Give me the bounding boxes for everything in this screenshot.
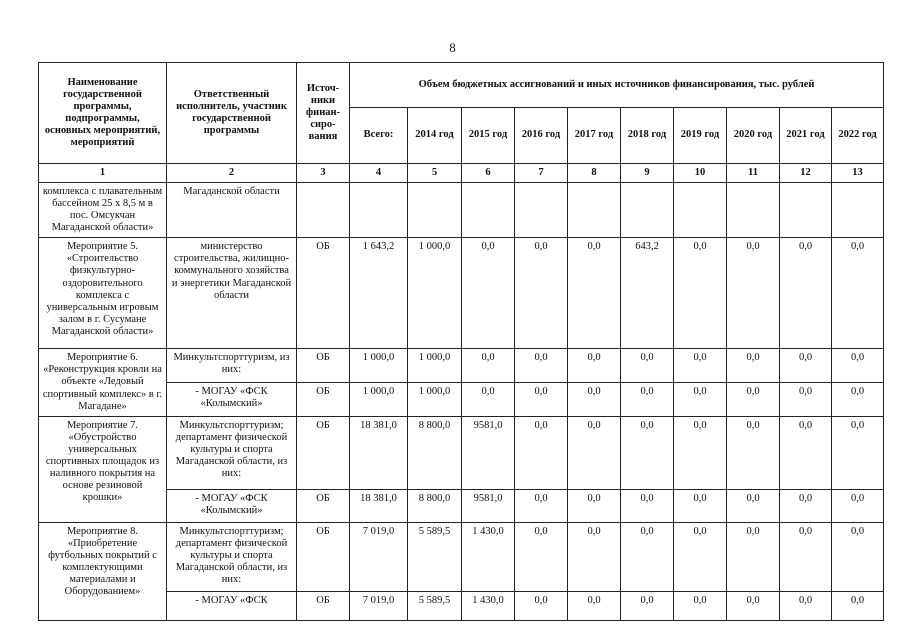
total-cell: 1 643,2 [350,238,408,349]
year-value-cell: 0,0 [780,238,832,349]
year-value-cell: 1 000,0 [408,382,462,416]
budget-table [38,62,884,621]
year-value-cell: 0,0 [515,238,568,349]
year-value-cell: 0,0 [727,238,780,349]
header-year: 2017 год [568,108,621,164]
year-value-cell: 0,0 [832,238,884,349]
year-value-cell: 0,0 [727,522,780,591]
year-value-cell: 0,0 [674,522,727,591]
total-cell: 1 000,0 [350,382,408,416]
page-number: 8 [449,40,456,55]
year-value-cell: 0,0 [780,522,832,591]
column-number: 5 [408,164,462,183]
year-value-cell: 0,0 [674,416,727,489]
measure-name: комплекса с плавательным бассейном 25 х 8,5 м в пос. Омсукчан Магаданской области» [39,183,167,238]
total-cell: 18 381,0 [350,416,408,489]
year-value-cell [780,183,832,238]
year-value-cell: 0,0 [515,591,568,620]
header-year: 2019 год [674,108,727,164]
source-cell: ОБ [297,238,350,349]
executor-cell: - МОГАУ «ФСК [167,591,297,620]
header-year: 2015 год [462,108,515,164]
header-source: Источ-ники финан-сиро-вания [297,63,350,164]
source-cell: ОБ [297,591,350,620]
column-number: 12 [780,164,832,183]
year-value-cell: 0,0 [621,522,674,591]
year-value-cell: 0,0 [568,591,621,620]
year-value-cell: 8 800,0 [408,416,462,489]
total-cell: 1 000,0 [350,349,408,383]
source-cell: ОБ [297,349,350,383]
year-value-cell: 0,0 [832,489,884,522]
year-value-cell [515,183,568,238]
column-number: 8 [568,164,621,183]
year-value-cell: 5 589,5 [408,591,462,620]
year-value-cell: 0,0 [568,522,621,591]
column-number: 10 [674,164,727,183]
column-number: 13 [832,164,884,183]
year-value-cell: 0,0 [515,522,568,591]
column-number: 3 [297,164,350,183]
executor-cell: - МОГАУ «ФСК «Колымский» [167,489,297,522]
year-value-cell: 0,0 [621,382,674,416]
year-value-cell: 0,0 [621,416,674,489]
year-value-cell: 0,0 [674,349,727,383]
year-value-cell: 0,0 [621,349,674,383]
year-value-cell: 0,0 [727,489,780,522]
measure-name: Мероприятие 6. «Реконструкция кровли на объекте «Ледовый спортивный комплекс» в г. Магадане» [39,349,167,416]
total-cell: 18 381,0 [350,489,408,522]
year-value-cell: 5 589,5 [408,522,462,591]
year-value-cell: 0,0 [462,382,515,416]
year-value-cell: 0,0 [568,349,621,383]
executor-cell: Магаданской области [167,183,297,238]
year-value-cell [727,183,780,238]
source-cell: ОБ [297,416,350,489]
year-value-cell: 0,0 [832,591,884,620]
year-value-cell: 0,0 [568,416,621,489]
table-row [39,238,884,349]
header-volume: Объем бюджетных ассигнований и иных источников финансирования, тыс. рублей [350,63,884,108]
header-row-1 [39,63,884,108]
year-value-cell [621,183,674,238]
header-year: 2022 год [832,108,884,164]
year-value-cell: 8 800,0 [408,489,462,522]
header-executor: Ответственный исполнитель, участник государственной программы [167,63,297,164]
executor-cell: - МОГАУ «ФСК «Колымский» [167,382,297,416]
year-value-cell: 0,0 [674,382,727,416]
column-number: 2 [167,164,297,183]
year-value-cell: 0,0 [727,349,780,383]
header-total: Всего: [350,108,408,164]
measure-name: Мероприятие 8. «Приобретение футбольных покрытий с комплектующими материалами и Оборудованием» [39,522,167,620]
executor-cell: Минкультспорттуризм; департамент физической культуры и спорта Магаданской области, из них: [167,522,297,591]
column-number: 1 [39,164,167,183]
column-number: 11 [727,164,780,183]
year-value-cell: 9581,0 [462,416,515,489]
year-value-cell: 0,0 [674,489,727,522]
year-value-cell: 0,0 [780,489,832,522]
year-value-cell: 0,0 [515,349,568,383]
year-value-cell: 1 430,0 [462,591,515,620]
year-value-cell: 0,0 [462,349,515,383]
column-number: 4 [350,164,408,183]
executor-cell: министерство строительства, жилищно-коммунального хозяйства и энергетики Магаданской области [167,238,297,349]
year-value-cell: 1 000,0 [408,238,462,349]
year-value-cell: 0,0 [780,591,832,620]
measure-name: Мероприятие 5. «Строительство физкультурно-оздоровительного комплекса с универсальным игровым залом в г. Сусумане Магаданской области» [39,238,167,349]
table-row [39,183,884,238]
year-value-cell: 0,0 [727,382,780,416]
year-value-cell: 0,0 [515,382,568,416]
total-cell: 7 019,0 [350,522,408,591]
year-value-cell: 0,0 [515,416,568,489]
year-value-cell: 1 000,0 [408,349,462,383]
year-value-cell: 0,0 [832,349,884,383]
column-number: 7 [515,164,568,183]
header-name: Наименование государственной программы, подпрограммы, основных мероприятий, мероприятий [39,63,167,164]
table-row [39,522,884,591]
year-value-cell [832,183,884,238]
year-value-cell [408,183,462,238]
year-value-cell: 9581,0 [462,489,515,522]
measure-name: Мероприятие 7. «Обустройство универсальных спортивных площадок из наливного покрытия на основе резиновой крошки» [39,416,167,522]
year-value-cell: 0,0 [568,382,621,416]
year-value-cell: 0,0 [832,416,884,489]
year-value-cell [462,183,515,238]
header-year: 2014 год [408,108,462,164]
header-year: 2021 год [780,108,832,164]
year-value-cell: 0,0 [621,591,674,620]
header-year: 2018 год [621,108,674,164]
year-value-cell: 0,0 [832,522,884,591]
column-number-row [39,164,884,183]
executor-cell: Минкультспорттуризм; департамент физической культуры и спорта Магаданской области, из них: [167,416,297,489]
year-value-cell [568,183,621,238]
year-value-cell: 0,0 [568,489,621,522]
year-value-cell: 0,0 [462,238,515,349]
total-cell: 7 019,0 [350,591,408,620]
header-year: 2020 год [727,108,780,164]
year-value-cell: 0,0 [674,591,727,620]
table-row [39,349,884,383]
year-value-cell: 0,0 [727,416,780,489]
year-value-cell: 0,0 [568,238,621,349]
year-value-cell: 0,0 [780,382,832,416]
year-value-cell [674,183,727,238]
source-cell: ОБ [297,382,350,416]
total-cell [350,183,408,238]
year-value-cell: 0,0 [674,238,727,349]
year-value-cell: 0,0 [727,591,780,620]
year-value-cell: 0,0 [515,489,568,522]
table-row [39,416,884,489]
column-number: 9 [621,164,674,183]
year-value-cell: 0,0 [621,489,674,522]
source-cell: ОБ [297,489,350,522]
source-cell: ОБ [297,522,350,591]
year-value-cell: 1 430,0 [462,522,515,591]
executor-cell: Минкультспорттуризм, из них: [167,349,297,383]
year-value-cell: 643,2 [621,238,674,349]
year-value-cell: 0,0 [832,382,884,416]
source-cell [297,183,350,238]
column-number: 6 [462,164,515,183]
year-value-cell: 0,0 [780,349,832,383]
year-value-cell: 0,0 [780,416,832,489]
header-year: 2016 год [515,108,568,164]
